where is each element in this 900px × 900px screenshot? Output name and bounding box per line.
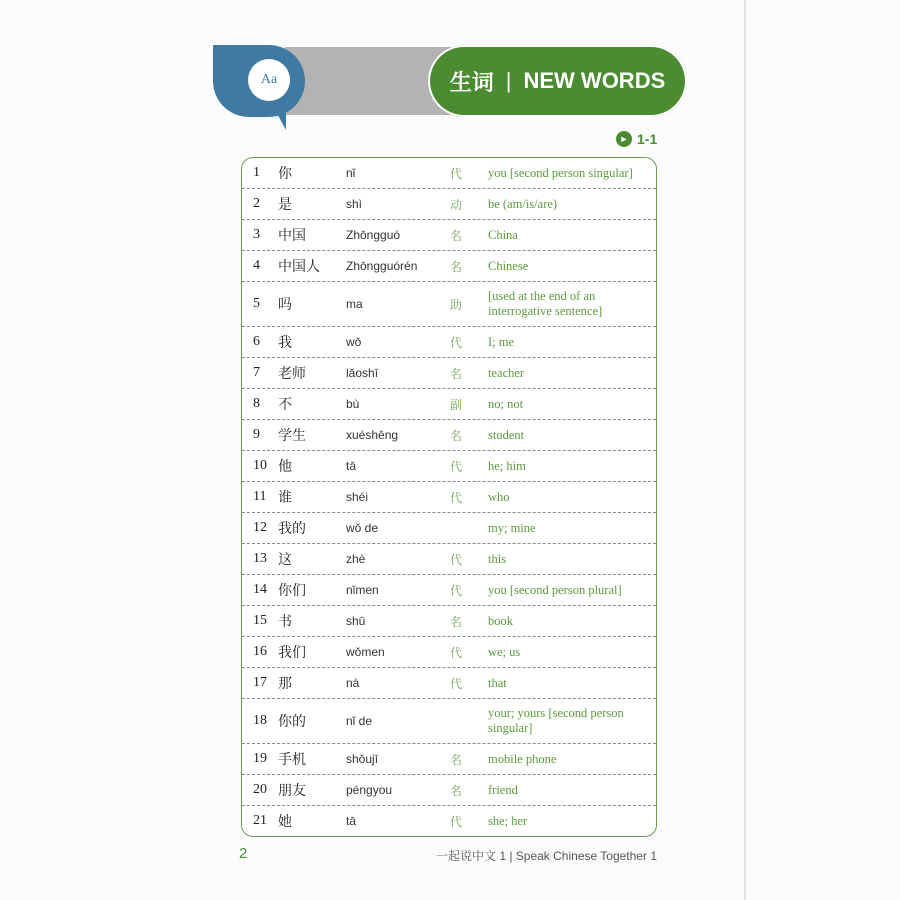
vocab-row — [242, 358, 656, 389]
word-part-of-speech: 名 — [450, 366, 463, 381]
word-hanzi: 我们 — [278, 645, 306, 661]
word-hanzi: 吗 — [278, 297, 292, 313]
vocab-row — [242, 251, 656, 282]
word-number: 15 — [253, 613, 267, 628]
vocab-row — [242, 282, 656, 327]
word-meaning: you [second person singular] — [488, 165, 633, 180]
word-number: 19 — [253, 751, 267, 766]
word-hanzi: 手机 — [278, 752, 306, 768]
word-pinyin: lǎoshī — [346, 366, 379, 380]
word-pinyin: bù — [346, 397, 360, 411]
word-meaning: he; him — [488, 458, 526, 473]
vocab-row — [242, 775, 656, 806]
word-meaning: your; yours [second person singular] — [488, 706, 624, 735]
vocab-row — [242, 806, 656, 836]
word-number: 7 — [253, 365, 260, 380]
word-part-of-speech: 名 — [450, 259, 463, 274]
word-hanzi: 他 — [278, 459, 292, 475]
vocab-row — [242, 544, 656, 575]
word-number: 17 — [253, 675, 267, 690]
word-part-of-speech: 动 — [450, 197, 463, 212]
vocab-row — [242, 189, 656, 220]
word-meaning: you [second person plural] — [488, 582, 622, 597]
word-part-of-speech: 助 — [450, 297, 463, 312]
audio-track[interactable] — [616, 131, 657, 147]
word-pinyin: nǐ — [346, 166, 356, 180]
word-hanzi: 我的 — [278, 521, 306, 537]
word-hanzi: 中国 — [278, 228, 306, 244]
vocab-row — [242, 513, 656, 544]
vocabulary-table — [241, 157, 657, 837]
word-part-of-speech: 名 — [450, 783, 463, 798]
word-pinyin: wǒ de — [346, 521, 379, 535]
word-pinyin: shū — [346, 614, 366, 628]
word-meaning: be (am/is/are) — [488, 196, 558, 211]
page-edge — [744, 0, 746, 900]
word-meaning: my; mine — [488, 520, 536, 535]
word-pinyin: shǒujī — [346, 752, 379, 766]
word-meaning: I; me — [488, 334, 515, 349]
word-part-of-speech: 代 — [450, 552, 463, 567]
word-number: 9 — [253, 427, 260, 442]
word-pinyin: xuéshēng — [346, 428, 399, 442]
word-number: 13 — [253, 551, 267, 566]
word-number: 12 — [253, 520, 267, 535]
word-part-of-speech: 代 — [450, 676, 463, 691]
word-number: 1 — [253, 165, 260, 180]
word-pinyin: shéi — [346, 490, 369, 504]
dictionary-book-icon — [248, 59, 290, 101]
word-hanzi: 学生 — [278, 428, 306, 444]
word-meaning: we; us — [488, 644, 521, 659]
vocab-row — [242, 699, 656, 744]
vocab-row — [242, 220, 656, 251]
word-hanzi: 老师 — [278, 366, 306, 382]
word-hanzi: 书 — [278, 614, 292, 630]
word-number: 11 — [253, 489, 267, 504]
word-pinyin: Zhōngguó — [346, 228, 401, 242]
vocab-row — [242, 327, 656, 358]
title-chinese: 生词 — [449, 69, 494, 95]
vocab-row — [242, 389, 656, 420]
word-pinyin: zhè — [346, 552, 366, 566]
book-title: 一起说中文 1 | Speak Chinese Together 1 — [435, 849, 657, 863]
title-separator: | — [505, 68, 512, 93]
word-pinyin: shì — [346, 197, 363, 211]
word-hanzi: 她 — [278, 814, 292, 830]
vocab-row — [242, 575, 656, 606]
word-meaning: teacher — [488, 365, 525, 380]
vocab-row — [242, 637, 656, 668]
word-part-of-speech: 名 — [450, 428, 463, 443]
word-pinyin: ma — [346, 297, 363, 311]
word-pinyin: tā — [346, 459, 357, 473]
word-hanzi: 这 — [278, 552, 292, 568]
word-pinyin: Zhōngguórén — [346, 259, 418, 273]
word-part-of-speech: 名 — [450, 752, 463, 767]
vocab-row — [242, 451, 656, 482]
word-number: 2 — [253, 196, 260, 211]
vocab-row — [242, 606, 656, 637]
word-part-of-speech: 代 — [450, 166, 463, 181]
word-pinyin: nǐmen — [346, 583, 379, 597]
word-hanzi: 谁 — [278, 490, 292, 506]
word-meaning: [used at the end of an interrogative sentence] — [488, 289, 603, 318]
word-pinyin: péngyou — [346, 783, 393, 797]
word-pinyin: wǒ — [346, 335, 362, 349]
audio-track-number: 1-1 — [637, 131, 658, 147]
word-meaning: that — [488, 675, 507, 690]
title-english: NEW WORDS — [523, 68, 666, 93]
word-number: 5 — [253, 296, 260, 311]
word-meaning: student — [488, 427, 525, 442]
word-meaning: book — [488, 613, 513, 628]
speech-bubble-tail — [274, 108, 286, 130]
word-pinyin: nǐ de — [346, 714, 373, 728]
word-number: 3 — [253, 227, 260, 242]
word-meaning: she; her — [488, 813, 528, 828]
word-number: 10 — [253, 458, 267, 473]
word-meaning: mobile phone — [488, 751, 557, 766]
word-hanzi: 是 — [278, 197, 292, 213]
word-hanzi: 朋友 — [278, 783, 306, 799]
vocab-row — [242, 744, 656, 775]
word-meaning: China — [488, 227, 518, 242]
word-number: 20 — [253, 782, 267, 797]
word-pinyin: nà — [346, 676, 360, 690]
word-hanzi: 那 — [278, 676, 292, 692]
word-number: 14 — [253, 582, 267, 597]
word-number: 18 — [253, 713, 267, 728]
word-hanzi: 不 — [278, 397, 292, 413]
word-part-of-speech: 代 — [450, 490, 463, 505]
word-number: 4 — [253, 258, 260, 273]
word-pinyin: wǒmen — [346, 645, 385, 659]
word-pinyin: tā — [346, 814, 357, 828]
vocab-row — [242, 482, 656, 513]
word-meaning: friend — [488, 782, 518, 797]
word-part-of-speech: 代 — [450, 583, 463, 598]
vocab-row — [242, 158, 656, 189]
word-part-of-speech: 名 — [450, 614, 463, 629]
word-meaning: this — [488, 551, 507, 566]
word-hanzi: 你的 — [278, 714, 306, 730]
word-part-of-speech: 代 — [450, 814, 463, 829]
word-part-of-speech: 名 — [450, 228, 463, 243]
word-meaning: Chinese — [488, 258, 529, 273]
word-meaning: no; not — [488, 396, 524, 411]
word-part-of-speech: 代 — [450, 335, 463, 350]
vocab-row — [242, 420, 656, 451]
word-part-of-speech: 代 — [450, 459, 463, 474]
word-meaning: who — [488, 489, 510, 504]
word-hanzi: 你 — [278, 166, 292, 182]
page-number: 2 — [239, 845, 248, 862]
word-number: 8 — [253, 396, 260, 411]
vocab-row — [242, 668, 656, 699]
word-hanzi: 我 — [278, 335, 292, 351]
word-number: 6 — [253, 334, 260, 349]
section-title — [428, 45, 687, 117]
word-hanzi: 你们 — [278, 583, 306, 599]
word-part-of-speech: 副 — [450, 397, 463, 412]
word-number: 16 — [253, 644, 267, 659]
word-hanzi: 中国人 — [278, 259, 320, 275]
word-number: 21 — [253, 813, 267, 828]
speaker-icon[interactable]: ► — [616, 131, 632, 147]
word-part-of-speech: 代 — [450, 645, 463, 660]
book-icon-text: Aa — [260, 72, 278, 87]
